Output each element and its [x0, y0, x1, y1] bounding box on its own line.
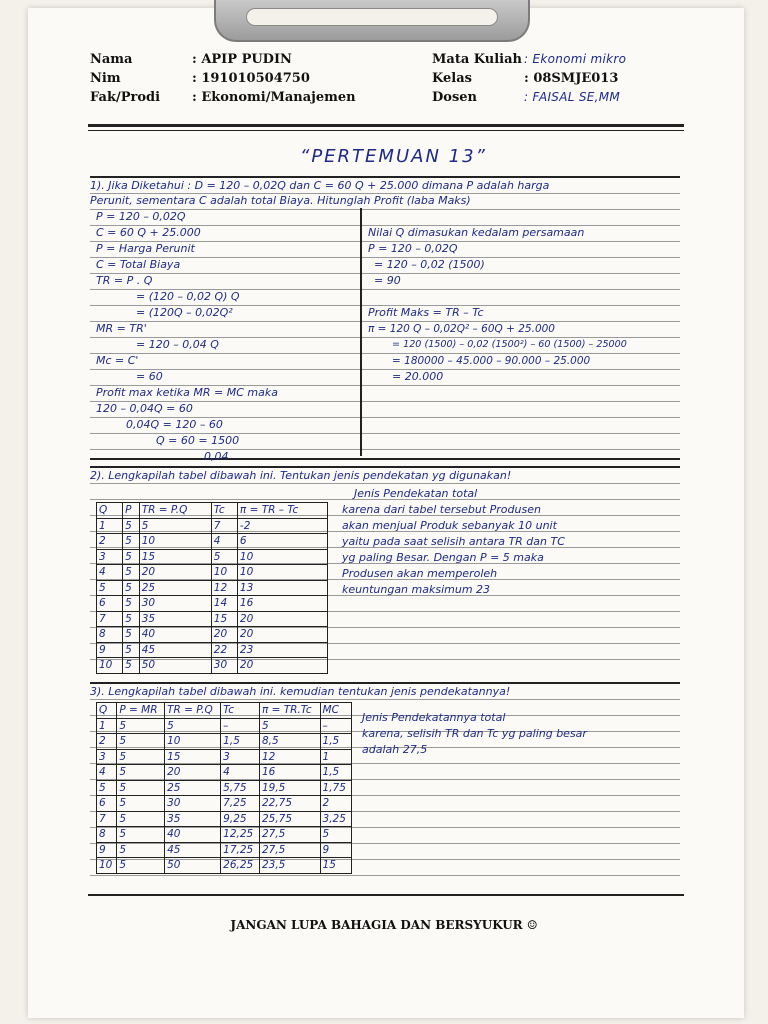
table-cell: 7,25: [221, 796, 260, 812]
table-cell: 15: [165, 749, 221, 765]
q1-left-line: Profit max ketika MR = MC maka: [96, 386, 278, 399]
table-cell: 10: [165, 734, 221, 750]
table-row: [97, 780, 352, 796]
table-cell: 20: [165, 765, 221, 781]
table-cell: 22: [211, 642, 237, 658]
table-row: [97, 658, 328, 674]
table-cell: 5: [123, 642, 140, 658]
table-cell: 1,5: [221, 734, 260, 750]
table-cell: 12,25: [221, 827, 260, 843]
table-cell: 25: [165, 780, 221, 796]
table-cell: 2: [320, 796, 351, 812]
table-cell: 14: [211, 596, 237, 612]
table-cell: –: [221, 718, 260, 734]
table-cell: 12: [259, 749, 320, 765]
table-cell: 23: [237, 642, 327, 658]
table-cell: 4: [211, 534, 237, 550]
q1-left-line: C = Total Biaya: [96, 258, 181, 271]
table-cell: 5,75: [221, 780, 260, 796]
column-header: Tc: [211, 503, 237, 519]
table-cell: 23,5: [259, 858, 320, 874]
column-header: MC: [320, 703, 351, 719]
table-cell: 5: [123, 580, 140, 596]
table-cell: 8: [97, 627, 123, 643]
table-cell: 1: [97, 518, 123, 534]
table-cell: 40: [165, 827, 221, 843]
table-row: [97, 858, 352, 874]
q1-left-line: MR = TR': [96, 322, 147, 335]
q1-left-line: = 120 – 0,04 Q: [136, 338, 219, 351]
fak-label: Fak/Prodi: [90, 90, 161, 105]
q1-left-line: = 60: [136, 370, 163, 383]
table-cell: 5: [320, 827, 351, 843]
q2-answer: [342, 486, 565, 598]
q2-answer-line: karena dari tabel tersebut Produsen: [342, 503, 541, 516]
nama-label: Nama: [90, 52, 133, 67]
table-cell: 50: [139, 658, 211, 674]
table-cell: 5: [123, 565, 140, 581]
column-header: Q: [97, 703, 117, 719]
table-cell: 5: [139, 518, 211, 534]
q1-right-line: π = 120 Q – 0,02Q² – 60Q + 25.000: [368, 323, 555, 335]
table-cell: 30: [211, 658, 237, 674]
kelas-label: Kelas: [432, 71, 472, 86]
nim-row: [90, 69, 356, 88]
nama-row: [90, 50, 356, 69]
table-cell: 20: [211, 627, 237, 643]
table-cell: 9: [97, 842, 117, 858]
q1-left-line: = (120Q – 0,02Q²: [136, 306, 233, 319]
table-cell: 12: [211, 580, 237, 596]
student-header: [90, 50, 690, 110]
table-cell: 7: [97, 811, 117, 827]
table-cell: 8,5: [259, 734, 320, 750]
table-cell: 3: [221, 749, 260, 765]
q3-answer-line: Jenis Pendekatannya total: [362, 711, 506, 724]
table-cell: 17,25: [221, 842, 260, 858]
question-1-text: [90, 178, 680, 208]
kelas-row: [432, 69, 626, 88]
table-cell: 15: [320, 858, 351, 874]
table-cell: 6: [97, 796, 117, 812]
table-cell: 5: [117, 811, 165, 827]
table-cell: 25,75: [259, 811, 320, 827]
table-cell: 13: [237, 580, 327, 596]
table-cell: 9: [97, 642, 123, 658]
table-cell: 1,75: [320, 780, 351, 796]
table-cell: 5: [123, 549, 140, 565]
table-cell: 5: [117, 734, 165, 750]
table-cell: 10: [97, 658, 123, 674]
fak-value: : Ekonomi/Manajemen: [192, 90, 356, 105]
q1-right-line: = 20.000: [392, 370, 444, 383]
table-row: [97, 565, 328, 581]
column-header: π = TR.Tc: [259, 703, 320, 719]
table-cell: 19,5: [259, 780, 320, 796]
q2-answer-line: yg paling Besar. Dengan P = 5 maka: [342, 551, 544, 564]
table-cell: 5: [123, 658, 140, 674]
matkul-label: Mata Kuliah: [432, 52, 522, 67]
q1-left-line: P = 120 – 0,02Q: [96, 210, 186, 223]
table-row: [97, 596, 328, 612]
question-2-section: [90, 466, 680, 674]
table-cell: 27,5: [259, 842, 320, 858]
table-cell: 22,75: [259, 796, 320, 812]
table-cell: 35: [165, 811, 221, 827]
table-cell: 1: [320, 749, 351, 765]
table-cell: 10: [237, 565, 327, 581]
header-right: [432, 50, 626, 107]
table-cell: 3: [97, 549, 123, 565]
column-header: P: [123, 503, 140, 519]
q3-answer-line: adalah 27,5: [362, 743, 428, 756]
table-row: [97, 611, 328, 627]
column-header: Q: [97, 503, 123, 519]
q1-right-line: [368, 209, 627, 225]
table-cell: 45: [165, 842, 221, 858]
table-cell: 16: [259, 765, 320, 781]
table-row: [97, 642, 328, 658]
q1-left-line: TR = P . Q: [96, 274, 153, 287]
table-cell: 2: [97, 734, 117, 750]
q1-left-work: [96, 209, 278, 465]
table-cell: 5: [211, 549, 237, 565]
question-1-line-1: 1). Jika Diketahui : D = 120 – 0,02Q dan C = 60 Q + 25.000 dimana P adalah harga: [90, 179, 550, 192]
table-cell: 10: [97, 858, 117, 874]
column-header: π = TR – Tc: [237, 503, 327, 519]
table-cell: 5: [165, 718, 221, 734]
q1-divider: [360, 208, 362, 456]
table-cell: 1,5: [320, 734, 351, 750]
q1-right-line: = 180000 – 45.000 – 90.000 – 25.000: [392, 355, 591, 367]
table-row: [97, 580, 328, 596]
q1-left-line: 120 – 0,04Q = 60: [96, 402, 193, 415]
table-cell: 5: [117, 718, 165, 734]
q2-table: [96, 502, 328, 674]
q1-right-line: = 120 – 0,02 (1500): [374, 258, 485, 271]
q2-answer-line: keuntungan maksimum 23: [342, 583, 491, 596]
table-cell: 20: [237, 611, 327, 627]
table-cell: 20: [237, 658, 327, 674]
table-row: [97, 734, 352, 750]
table-row: [97, 549, 328, 565]
nim-value: : 191010504750: [192, 71, 310, 86]
table-cell: 25: [139, 580, 211, 596]
fak-row: [90, 88, 356, 107]
table-cell: 5: [117, 842, 165, 858]
table-cell: 15: [139, 549, 211, 565]
table-cell: 5: [117, 749, 165, 765]
table-cell: 15: [211, 611, 237, 627]
table-cell: 45: [139, 642, 211, 658]
table-cell: 5: [117, 796, 165, 812]
q2-answer-line: akan menjual Produk sebanyak 10 unit: [342, 519, 557, 532]
table-cell: 35: [139, 611, 211, 627]
table-cell: 7: [211, 518, 237, 534]
table-cell: 10: [139, 534, 211, 550]
question-1-section: [90, 176, 680, 463]
q2-answer-line: Jenis Pendekatan total: [354, 487, 478, 500]
dosen-value: : FAISAL SE,MM: [524, 90, 621, 104]
table-cell: 5: [123, 534, 140, 550]
table-cell: 5: [97, 780, 117, 796]
table-row: [97, 534, 328, 550]
q1-right-line: Profit Maks = TR – Tc: [368, 306, 484, 319]
column-header: TR = P.Q: [139, 503, 211, 519]
bottom-rule: [88, 894, 684, 896]
q3-table: [96, 702, 352, 874]
nama-value: : APIP PUDIN: [192, 52, 292, 67]
q1-right-line: = 90: [374, 274, 401, 287]
table-cell: 9,25: [221, 811, 260, 827]
table-cell: 26,25: [221, 858, 260, 874]
table-cell: 4: [97, 565, 123, 581]
q2-answer-line: yaitu pada saat selisih antara TR dan TC: [342, 535, 565, 548]
table-cell: 1,5: [320, 765, 351, 781]
question-2-text: 2). Lengkapilah tabel dibawah ini. Tentukan jenis pendekatan yg digunakan!: [90, 469, 512, 482]
table-cell: 6: [237, 534, 327, 550]
table-cell: 3: [97, 749, 117, 765]
q3-answer-line: karena, selisih TR dan Tc yg paling besar: [362, 727, 587, 740]
table-row: [97, 518, 328, 534]
q1-right-line: [368, 289, 627, 305]
q1-right-work: [368, 209, 627, 385]
table-cell: 16: [237, 596, 327, 612]
table-cell: 5: [123, 518, 140, 534]
table-cell: –: [320, 718, 351, 734]
table-cell: 7: [97, 611, 123, 627]
table-cell: 30: [165, 796, 221, 812]
clipboard-clip: [214, 0, 530, 42]
table-cell: 4: [221, 765, 260, 781]
q2-answer-line: Produsen akan memperoleh: [342, 567, 498, 580]
table-cell: 5: [97, 580, 123, 596]
table-cell: 2: [97, 534, 123, 550]
dosen-label: Dosen: [432, 90, 477, 105]
table-cell: 20: [139, 565, 211, 581]
table-cell: 3,25: [320, 811, 351, 827]
table-cell: 1: [97, 718, 117, 734]
table-row: [97, 811, 352, 827]
q1-left-line: = (120 – 0,02 Q) Q: [136, 290, 240, 303]
kelas-value: : 08SMJE013: [524, 71, 619, 86]
table-cell: 10: [237, 549, 327, 565]
table-row: [97, 627, 328, 643]
table-cell: 10: [211, 565, 237, 581]
header-rule-thick: [88, 124, 684, 127]
table-row: [97, 796, 352, 812]
table-header-row: [97, 703, 352, 719]
table-header-row: [97, 503, 328, 519]
table-cell: 4: [97, 765, 117, 781]
clip-hole: [246, 8, 498, 26]
table-row: [97, 718, 352, 734]
table-cell: 5: [117, 765, 165, 781]
table-row: [97, 765, 352, 781]
table-cell: 20: [237, 627, 327, 643]
nim-label: Nim: [90, 71, 121, 86]
table-cell: -2: [237, 518, 327, 534]
column-header: P = MR: [117, 703, 165, 719]
table-cell: 8: [97, 827, 117, 843]
table-cell: 5: [259, 718, 320, 734]
q3-answer: [362, 710, 587, 758]
table-cell: 30: [139, 596, 211, 612]
header-rule-thin: [88, 130, 684, 131]
dosen-row: [432, 88, 626, 107]
table-cell: 5: [117, 858, 165, 874]
table-cell: 9: [320, 842, 351, 858]
q1-left-line: 0,04: [204, 450, 229, 463]
table-cell: 5: [117, 827, 165, 843]
page-title: “PERTEMUAN 13”: [300, 146, 487, 167]
q1-left-line: 0,04Q = 120 – 60: [126, 418, 223, 431]
table-cell: 27,5: [259, 827, 320, 843]
table-cell: 5: [123, 627, 140, 643]
matkul-value: : Ekonomi mikro: [524, 52, 627, 66]
matkul-row: [432, 50, 626, 69]
q1-left-line: Mc = C': [96, 354, 139, 367]
q1-right-line: Nilai Q dimasukan kedalam persamaan: [368, 226, 585, 239]
q1-right-line: = 120 (1500) – 0,02 (1500²) – 60 (1500) – 25000: [392, 339, 627, 350]
q1-right-line: P = 120 – 0,02Q: [368, 242, 458, 255]
column-header: TR = P.Q: [165, 703, 221, 719]
question-3-section: [90, 682, 680, 876]
question-3-text: 3). Lengkapilah tabel dibawah ini. kemudian tentukan jenis pendekatannya!: [90, 685, 511, 698]
table-cell: 5: [123, 611, 140, 627]
q1-left-line: Q = 60 = 1500: [156, 434, 240, 447]
table-row: [97, 749, 352, 765]
table-cell: 50: [165, 858, 221, 874]
q1-left-line: C = 60 Q + 25.000: [96, 226, 201, 239]
table-cell: 40: [139, 627, 211, 643]
table-cell: 5: [117, 780, 165, 796]
q1-left-line: P = Harga Perunit: [96, 242, 195, 255]
table-cell: 5: [123, 596, 140, 612]
question-1-line-2: Perunit, sementara C adalah total Biaya. Hitunglah Profit (laba Maks): [90, 194, 471, 207]
table-row: [97, 827, 352, 843]
footer-motto: JANGAN LUPA BAHAGIA DAN BERSYUKUR ☺: [230, 918, 538, 932]
table-row: [97, 842, 352, 858]
header-left: [90, 50, 356, 107]
table-cell: 6: [97, 596, 123, 612]
column-header: Tc: [221, 703, 260, 719]
